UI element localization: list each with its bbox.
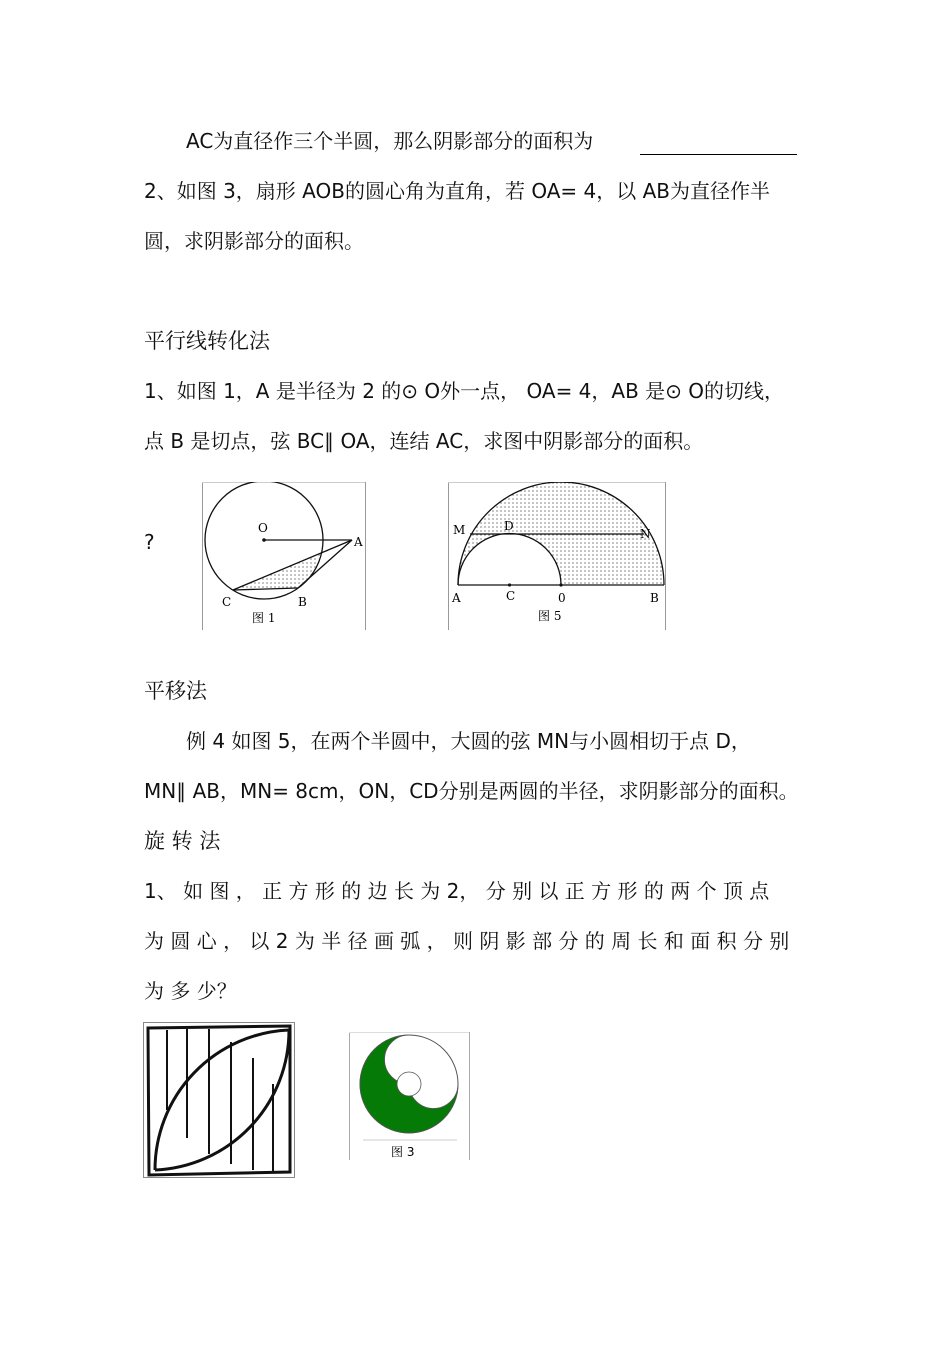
- label-d: D: [504, 519, 514, 533]
- text-line-5: 点 B 是切点，弦 BC∥ OA，连结 AC，求图中阴影部分的面积。: [144, 429, 704, 453]
- text-line-8: 1、 如 图 ， 正 方 形 的 边 长 为 2， 分 别 以 正 方 形 的 两 个 顶 点: [144, 879, 770, 903]
- text-line-10: 为 多 少？: [144, 979, 237, 1003]
- text-line-7: MN∥ AB，MN= 8cm，ON，CD分别是两圆的半径，求阴影部分的面积。: [144, 779, 799, 803]
- answer-blank: [640, 154, 797, 155]
- figure-3: [349, 1032, 470, 1160]
- text-line-3: 圆，求阴影部分的面积。: [144, 229, 364, 253]
- text-line-1: AC为直径作三个半圆，那么阴影部分的面积为: [186, 129, 594, 153]
- label-n: N: [640, 527, 651, 541]
- heading-rotation: 旋 转 法: [144, 829, 221, 853]
- label-c: C: [222, 595, 232, 609]
- label-o5: 0: [558, 591, 566, 605]
- text-line-6: 例 4 如图 5，在两个半圆中，大圆的弦 MN与小圆相切于点 D，: [186, 729, 751, 753]
- figure-5: [448, 482, 666, 630]
- label-b: B: [298, 595, 307, 609]
- label-b5: B: [650, 591, 659, 605]
- text-line-4: 1、如图 1，A 是半径为 2 的⊙ O外一点， OA= 4，AB 是⊙ O的切线，: [144, 379, 785, 403]
- text-line-9: 为 圆 心 ， 以 2 为 半 径 画 弧 ， 则 阴 影 部 分 的 周 长 和 面 积 分 别: [144, 929, 790, 953]
- heading-parallel: 平行线转化法: [144, 329, 270, 353]
- label-a5: A: [452, 591, 461, 605]
- label-m: M: [453, 523, 466, 537]
- figure-square-arcs: [143, 1022, 295, 1178]
- heading-translation: 平移法: [144, 679, 207, 703]
- text-line-2: 2、如图 3，扇形 AOB的圆心角为直角，若 OA= 4，以 AB为直径作半: [144, 179, 770, 203]
- caption-fig5: 图 5: [538, 609, 562, 623]
- label-o: O: [258, 521, 268, 535]
- caption-fig3: 图 3: [391, 1145, 415, 1159]
- label-a: A: [354, 535, 363, 549]
- caption-fig1: 图 1: [252, 611, 276, 625]
- label-c5: C: [506, 589, 516, 603]
- figure-1: [202, 482, 366, 630]
- question-mark: ?: [144, 530, 155, 554]
